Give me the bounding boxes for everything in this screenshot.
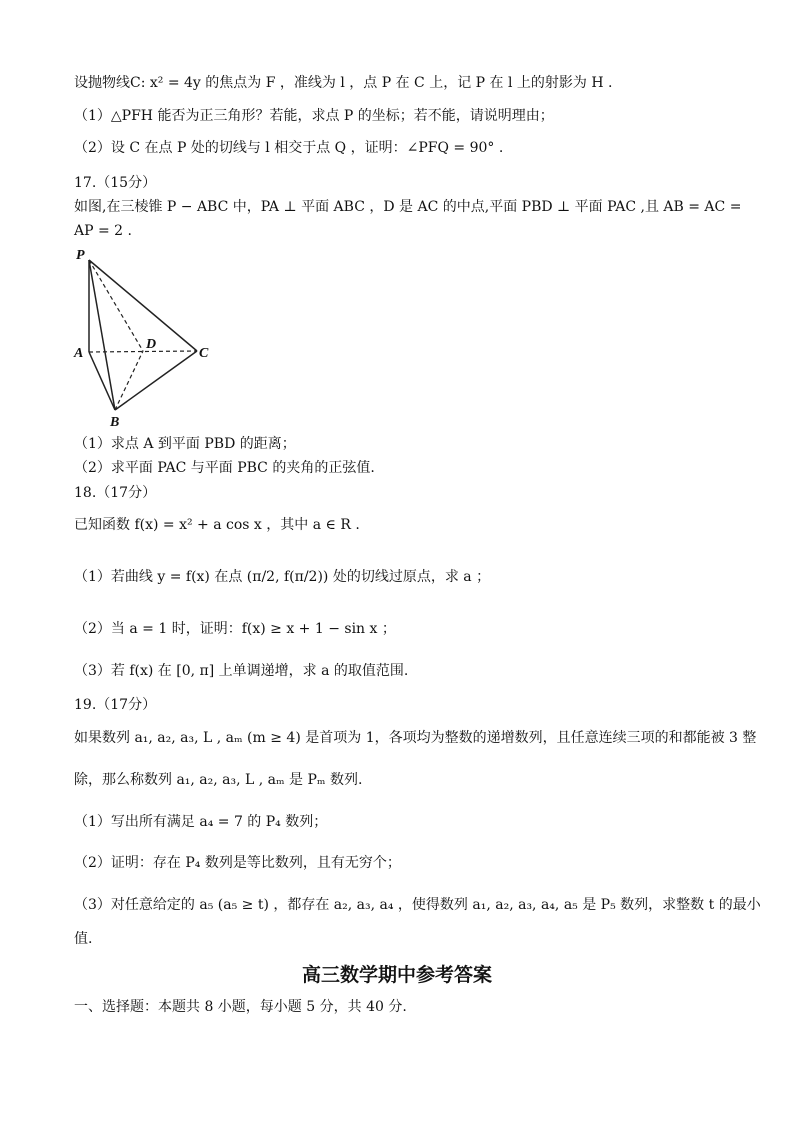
answer-key-title: 高三数学期中参考答案 — [301, 964, 492, 986]
problem18-part1: （1）若曲线 y = f(x) 在点 (π/2, f(π/2)) 处的切线过原点，求 a ； — [74, 569, 491, 585]
problem19-part1: （1）写出所有满足 a₄ = 7 的 P₄ 数列； — [74, 814, 328, 830]
problem19-part2: （2）证明：存在 P₄ 数列是等比数列，且有无穷个； — [74, 855, 401, 871]
edge-ab — [89, 352, 115, 410]
problem16-stem: 设抛物线C: x² = 4y 的焦点为 F ，准线为 l ，点 P 在 C 上，记 P 在 l 上的射影为 H . — [74, 75, 613, 91]
problem17-header: 17.（15分） — [74, 175, 157, 191]
problem17-stem-cont: AP = 2 . — [74, 223, 132, 239]
problem17-stem: 如图,在三棱锥 P − ABC 中，PA ⊥ 平面 ABC ，D 是 AC 的中点,平面 PBD ⊥ 平面 PAC ,且 AB = AC = — [74, 199, 742, 215]
problem18-part2: （2）当 a = 1 时，证明：f(x) ≥ x + 1 − sin x ； — [74, 621, 396, 637]
label-d: D — [146, 337, 157, 352]
edge-pb — [89, 260, 115, 410]
problem19-header: 19.（17分） — [74, 697, 157, 713]
edge-bd-dashed — [115, 351, 143, 410]
label-b: B — [110, 415, 120, 430]
label-a: A — [74, 346, 84, 361]
edge-pc — [89, 260, 197, 351]
problem19-part3-cont: 值. — [74, 931, 93, 947]
problem17-part2: （2）求平面 PAC 与平面 PBC 的夹角的正弦值. — [74, 460, 375, 476]
label-p: P — [76, 248, 85, 263]
problem16-part2: （2）设 C 在点 P 处的切线与 l 相交于点 Q ，证明：∠PFQ = 90° . — [74, 140, 504, 156]
tetrahedron-figure — [70, 244, 230, 430]
problem19-part3: （3）对任意给定的 a₅ (a₅ ≥ t) ，都存在 a₂, a₃, a₄ ，使得数列 a₁, a₂, a₃, a₄, a₅ 是 P₅ 数列，求整数 t 的最小 — [74, 897, 761, 913]
problem19-stem-cont: 除，那么称数列 a₁, a₂, a₃, L , aₘ 是 Pₘ 数列. — [74, 772, 363, 788]
problem18-header: 18.（17分） — [74, 485, 157, 501]
edge-bc — [115, 351, 197, 410]
problem18-stem: 已知函数 f(x) = x² + a cos x ，其中 a ∈ R . — [74, 517, 360, 533]
section-one-heading: 一、选择题：本题共 8 小题，每小题 5 分，共 40 分. — [74, 999, 407, 1015]
problem16-part1: （1）△PFH 能否为正三角形？若能，求点 P 的坐标；若不能，请说明理由； — [74, 108, 554, 124]
problem17-part1: （1）求点 A 到平面 PBD 的距离； — [74, 436, 296, 452]
problem19-stem: 如果数列 a₁, a₂, a₃, L , aₘ (m ≥ 4) 是首项为 1，各项均为整数的递增数列，且任意连续三项的和都能被 3 整 — [74, 730, 757, 746]
label-c: C — [199, 346, 209, 361]
problem18-part3: （3）若 f(x) 在 [0, π] 上单调递增，求 a 的取值范围. — [74, 663, 409, 679]
